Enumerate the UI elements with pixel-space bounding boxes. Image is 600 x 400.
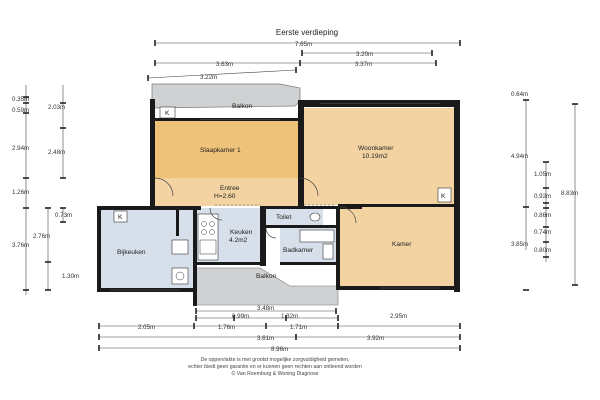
dim-top-a: 3.63m bbox=[216, 61, 234, 68]
label-balkon-bottom: Balkon bbox=[256, 273, 277, 280]
label-entree: Entree bbox=[220, 185, 240, 192]
top-dimensions bbox=[148, 40, 460, 81]
dim-bottom-total: 8.96m bbox=[271, 346, 289, 353]
svg-text:K: K bbox=[118, 214, 123, 221]
dim-bottom-b: 0.99m bbox=[232, 313, 250, 320]
dim-right-b: 4.94m bbox=[511, 153, 529, 160]
dim-left-i: 3.76m bbox=[12, 242, 30, 249]
dim-left-g: 0.73m bbox=[55, 212, 73, 219]
dim-bottom-a: 3.48m bbox=[257, 305, 275, 312]
dim-top-total: 7.65m bbox=[295, 41, 313, 48]
dim-left-c: 2.03m bbox=[48, 104, 66, 111]
label-balkon-top: Balkon bbox=[232, 103, 253, 110]
dim-right-f: 0.86m bbox=[534, 212, 552, 219]
dim-left-d: 2.94m bbox=[12, 145, 30, 152]
label-toilet: Toilet bbox=[276, 214, 292, 221]
dim-left-f: 1.26m bbox=[12, 189, 30, 196]
dim-top-d: 3.22m bbox=[200, 74, 218, 81]
room-entree bbox=[153, 178, 303, 206]
kitchen-counter bbox=[198, 214, 218, 260]
bottom-dimensions bbox=[99, 305, 460, 353]
dim-top-c: 3.37m bbox=[355, 61, 373, 68]
floor-plan-rooms bbox=[97, 84, 460, 306]
label-keuken-area: 4.2m2 bbox=[229, 237, 248, 244]
label-woonkamer-area: 10.19m2 bbox=[362, 153, 388, 160]
dim-right-h: 3.85m bbox=[511, 241, 529, 248]
dim-top-b: 3.20m bbox=[356, 51, 374, 58]
floor-title: Eerste verdieping bbox=[275, 28, 339, 37]
dim-right-e: 8.83m bbox=[561, 190, 579, 197]
label-slaapkamer: Slaapkamer 1 bbox=[200, 147, 241, 154]
label-kamer: Kamer bbox=[392, 241, 412, 248]
dim-left-h: 2.76m bbox=[33, 233, 51, 240]
dim-left-a: 0.35m bbox=[12, 96, 30, 103]
left-dimensions bbox=[12, 85, 79, 295]
dim-bottom-g: 2.95m bbox=[390, 313, 408, 320]
footer-line3: © Van Roemburg & Woning Diagnose bbox=[231, 371, 319, 377]
footer-line1: De oppervlakte is met grootst mogelijke zorgvuldigheid gemeten, bbox=[200, 357, 350, 363]
dim-right-a: 0.64m bbox=[511, 91, 529, 98]
footer-line2: echter biedt geen garantie en er kunnen geen rechten aan ontleend worden bbox=[188, 364, 362, 370]
svg-text:K: K bbox=[441, 193, 446, 200]
label-woonkamer: Woonkamer bbox=[358, 145, 394, 152]
dim-right-c: 1.05m bbox=[534, 171, 552, 178]
dim-bottom-d: 2.05m bbox=[138, 324, 156, 331]
dim-left-j: 1.30m bbox=[62, 273, 80, 280]
dim-bottom-c: 1.32m bbox=[281, 313, 299, 320]
dim-left-e: 2.48m bbox=[48, 149, 66, 156]
dim-right-d: 0.92m bbox=[534, 193, 552, 200]
dim-right-g: 0.74m bbox=[534, 229, 552, 236]
label-badkamer: Badkamer bbox=[283, 247, 314, 254]
balcony-top bbox=[152, 84, 300, 108]
dim-bottom-h: 3.61m bbox=[257, 335, 275, 342]
dim-right-i: 0.80m bbox=[534, 247, 552, 254]
dim-bottom-e: 1.76m bbox=[218, 324, 236, 331]
label-keuken: Keuken bbox=[230, 229, 253, 236]
dim-bottom-i: 3.92m bbox=[367, 335, 385, 342]
dim-bottom-f: 1.71m bbox=[290, 324, 308, 331]
label-bijkeuken: Bijkeuken bbox=[117, 249, 146, 256]
dim-left-b: 0.59m bbox=[12, 107, 30, 114]
label-entree-height: H=2.60 bbox=[214, 193, 236, 200]
svg-text:K: K bbox=[165, 110, 170, 117]
right-dimensions bbox=[511, 91, 578, 290]
